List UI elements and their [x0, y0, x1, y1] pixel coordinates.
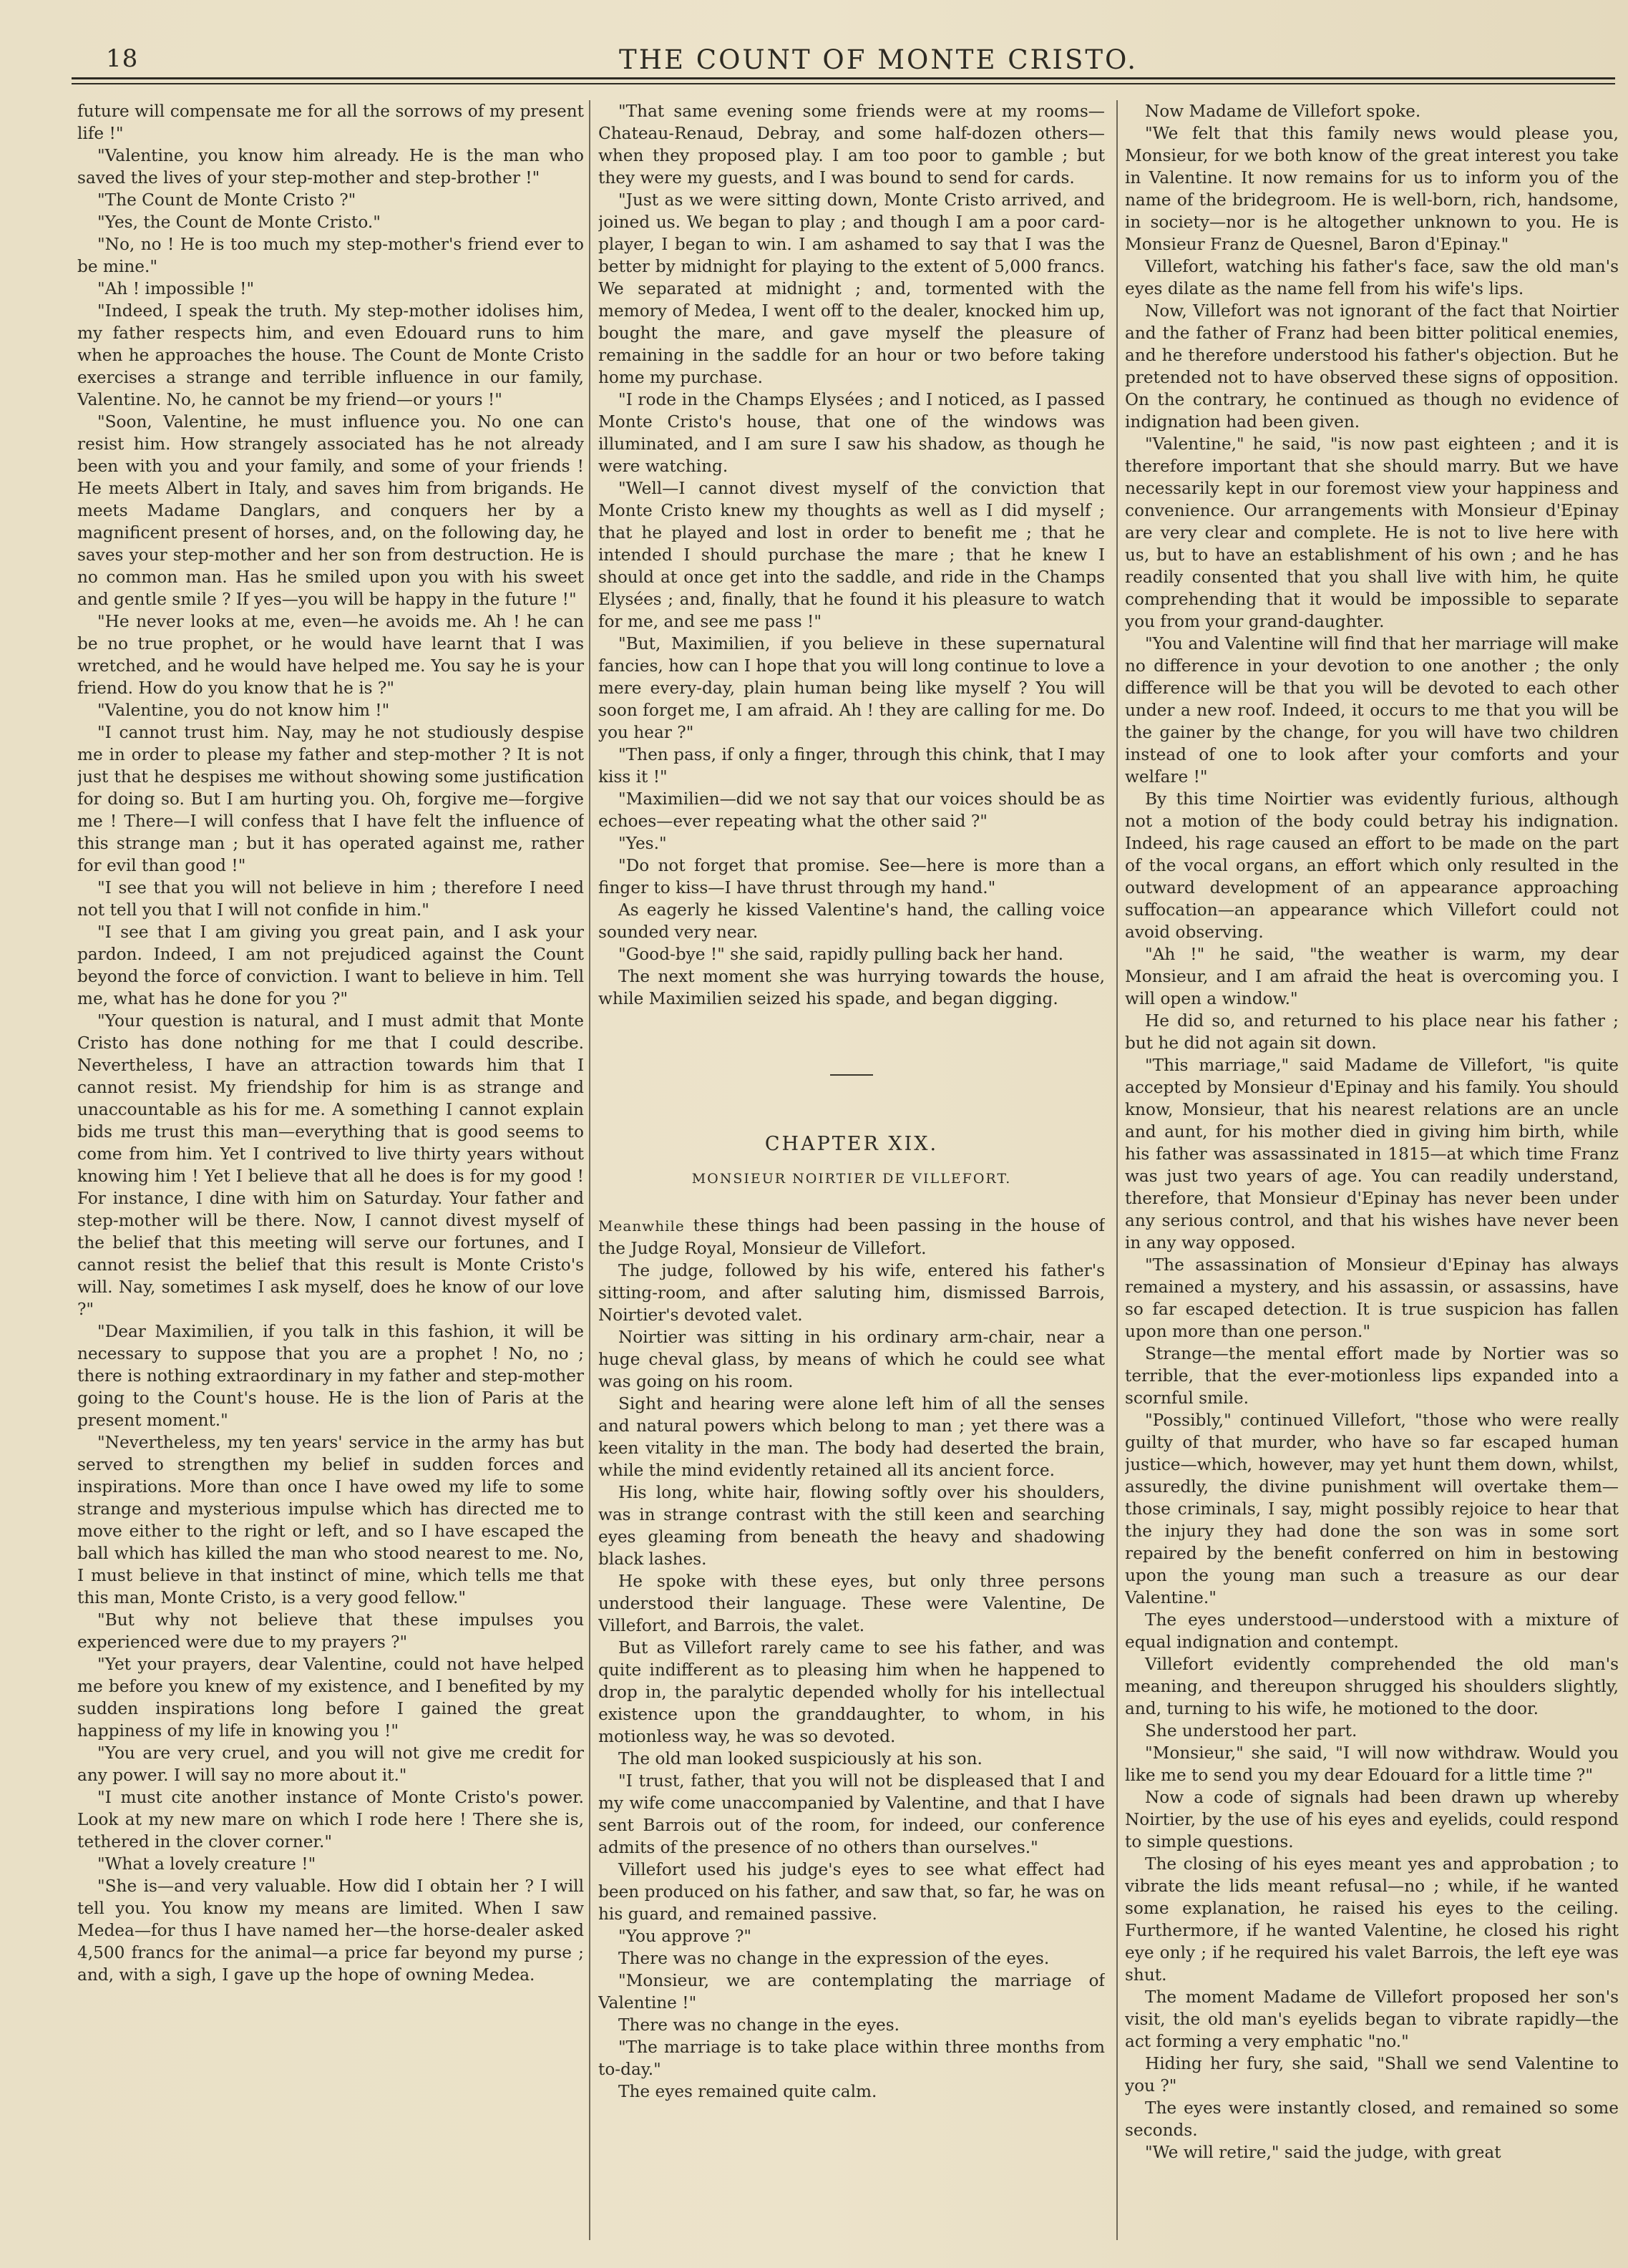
- paragraph: "The assassination of Monsieur d'Epinay has always remained a mystery, and his assassin, or assassins, have so far escaped detection. It is true suspicion has fallen upon more than one person.": [1125, 1255, 1619, 1341]
- paragraph: Hiding her fury, she said, "Shall we send Valentine to you ?": [1125, 2054, 1619, 2096]
- paragraph: But as Villefort rarely came to see his father, and was quite indifferent as to pleasing him when he happened to drop in, the paralytic depended wholly for his intellectual existence upon the granddaughter, to whom, in his motionless way, he was so devoted.: [598, 1638, 1105, 1746]
- paragraph: "This marriage," said Madame de Villefort, "is quite accepted by Monsieur d'Epinay and his family. You should know, Monsieur, that his nearest relations are an uncle and aunt, for his mother died in giving him birth, while his father was assassinated in 1815—at which time Franz was just two years of age. You can readily understand, therefore, that Monsieur d'Epinay has never been under any serious control, and that his wishes have never been in any way opposed.: [1125, 1056, 1619, 1252]
- paragraph: The moment Madame de Villefort proposed her son's visit, the old man's eyelids began to vibrate rapidly—the act forming a very emphatic "no.": [1125, 1987, 1619, 2051]
- paragraph: "What a lovely creature !": [97, 1854, 316, 1874]
- paragraph: He spoke with these eyes, but only three persons understood their language. These were Valentine, De Villefort, and Barrois, the valet.: [598, 1572, 1105, 1635]
- paragraph: "Ah ! impossible !": [97, 279, 255, 298]
- paragraph: "Maximilien—did we not say that our voices should be as echoes—ever repeating what the other said ?": [598, 789, 1105, 831]
- paragraph: "Then pass, if only a finger, through this chink, that I may kiss it !": [598, 745, 1105, 787]
- paragraph: "I see that you will not believe in him ; therefore I need not tell you that I will not confide in him.": [77, 878, 584, 920]
- paragraph: Sight and hearing were alone left him of all the senses and natural powers which belong to man ; yet there was a keen vitality in the man. The body had deserted the brain, while the mind evidently retained all its ancient force.: [598, 1394, 1105, 1480]
- paragraph: "Monsieur," she said, "I will now withdraw. Would you like me to send you my dear Edouard for a little time ?": [1125, 1743, 1619, 1785]
- page-header: [72, 37, 1599, 80]
- paragraph: "The Count de Monte Cristo ?": [97, 190, 356, 210]
- paragraph: Now Madame de Villefort spoke.: [1145, 102, 1421, 121]
- paragraph: The eyes understood—understood with a mixture of equal indignation and contempt.: [1125, 1610, 1619, 1652]
- column-2-before-chapter: [598, 100, 1105, 1010]
- paragraph: He did so, and returned to his place near his father ; but he did not again sit down.: [1125, 1011, 1619, 1053]
- paragraph: "Do not forget that promise. See—here is more than a finger to kiss—I have thrust through my hand.": [598, 856, 1105, 897]
- paragraph: "Possibly," continued Villefort, "those who were really guilty of that murder, who have so far escaped human justice—which, however, may yet hunt them down, whilst, assuredly, the divine punishment will overtake them—those criminals, I say, might possibly rejoice to hear that the injury they had done the son was in some sort repaired by the benefit conferred on him in bestowing upon the young man such a treasure as our dear Valentine.": [1125, 1411, 1619, 1607]
- chapter-opening-paragraph: Meanwhile these things had been passing in the house of the Judge Royal, Monsieur de Villefort.: [598, 1216, 1105, 1258]
- paragraph: "Valentine, you do not know him !": [97, 701, 390, 720]
- paragraph: There was no change in the eyes.: [618, 2015, 900, 2035]
- paragraph: Strange—the mental effort made by Nortier was so terrible, that the ever-motionless lips expanded into a scornful smile.: [1125, 1344, 1619, 1408]
- paragraph: His long, white hair, flowing softly over his shoulders, was in strange contrast with the still keen and searching eyes gleaming from beneath the heavy and shadowing black lashes.: [598, 1483, 1105, 1569]
- paragraph: "I trust, father, that you will not be displeased that I and my wife come unaccompanied by Valentine, and that I have sent Barrois out of the room, for indeed, our conference admits of the presence of no others than ourselves.": [598, 1771, 1105, 1857]
- paragraph: "Good-bye !" she said, rapidly pulling back her hand.: [618, 945, 1063, 964]
- paragraph: "I cannot trust him. Nay, may he not studiously despise me in order to please my father and step-mother ? It is not just that he despises me without showing some justification for doing so. But I am hurting you. Oh, forgive me—forgive me ! There—I will confess that I have felt the influence of this strange man ; but it has operated against me, rather for evil than good !": [77, 723, 584, 875]
- paragraph: The judge, followed by his wife, entered his father's sitting-room, and after saluting him, dismissed Barrois, Noirtier's devoted valet.: [598, 1261, 1105, 1325]
- paragraph: She understood her part.: [1145, 1721, 1358, 1741]
- paragraph: "You and Valentine will find that her marriage will make no difference in your devotion to one another ; the only difference will be that you will be devoted to each other under a new roof. Indeed, it occurs to me that you will be the gainer by the change, for you will have two children instead of one to look after your comforts and your welfare !": [1125, 634, 1619, 787]
- page-number: 18: [106, 44, 139, 73]
- chapter-title: CHAPTER XIX.: [764, 1133, 939, 1155]
- paragraph: "Soon, Valentine, he must influence you. No one can resist him. How strangely associated has he not already been with you and your family, and some of your friends ! He meets Albert in Italy, and saves him from brigands. He meets Madame Danglars, and conquers her by a magnificent present of horses, and, on the following day, he saves your step-mother and her son from destruction. He is no common man. Has he smiled upon you with his sweet and gentle smile ? If yes—you will be happy in the future !": [77, 412, 584, 609]
- paragraph: "Valentine, you know him already. He is the man who saved the lives of your step-mother and step-brother !": [77, 146, 584, 188]
- paragraph: Villefort used his judge's eyes to see what effect had been produced on his father, and saw that, so far, he was on his guard, and remained passive.: [598, 1860, 1105, 1924]
- paragraph: As eagerly he kissed Valentine's hand, the calling voice sounded very near.: [598, 900, 1105, 942]
- text-column-1: [77, 100, 584, 2240]
- paragraph: By this time Noirtier was evidently furious, although not a motion of the body could betray his indignation. Indeed, his rage caused an effort to be made on the part of the vocal organs, an effort which only resulted in the outward development of an appearance approaching suffocation—an appearance which Villefort could not avoid observing.: [1125, 789, 1619, 942]
- paragraph: "We will retire," said the judge, with great: [1145, 2143, 1501, 2162]
- paragraph: The next moment she was hurrying towards the house, while Maximilien seized his spade, and began digging.: [598, 967, 1105, 1008]
- paragraph: "You approve ?": [618, 1927, 752, 1946]
- column-divider: [1116, 100, 1118, 2240]
- column-2-after-chapter: [598, 1260, 1105, 2103]
- paragraph: "He never looks at me, even—he avoids me. Ah ! he can be no true prophet, or he would have learnt that I was wretched, and he would have helped me. You say he is your friend. How do you know that he is ?": [77, 612, 584, 698]
- paragraph: The old man looked suspiciously at his son.: [618, 1749, 983, 1768]
- paragraph: "But, Maximilien, if you believe in these supernatural fancies, how can I hope that you will long continue to love a mere every-day, plain human being like myself ? You will soon forget me, I am afraid. Ah ! they are calling for me. Do you hear ?": [598, 634, 1105, 742]
- paragraph: "Your question is natural, and I must admit that Monte Cristo has done nothing for me that I could describe. Nevertheless, I have an attraction towards him that I cannot resist. My friendship for him is as strange and unaccountable as his for me. A something I cannot explain bids me trust this man—everything that is good seems to come from him. Yet I contrived to live thirty years without knowing him ! Yet I believe that all he does is for my good ! For instance, I dine with him on Saturday. Your father and step-mother will be there. Now, I cannot divest myself of the belief that this meeting will serve our fortunes, and I cannot resist the belief that this result is Monte Cristo's will. Nay, sometimes I ask myself, does he know of our love ?": [77, 1011, 584, 1319]
- paragraph: There was no change in the expression of the eyes.: [618, 1949, 1050, 1968]
- paragraph: "Well—I cannot divest myself of the conviction that Monte Cristo knew my thoughts as well as I did myself ; that he played and lost in order to benefit me ; that he intended I should purchase the mare ; that he knew I should at once get into the saddle, and ride in the Champs Elysées ; and, finally, that he found it his pleasure to watch for me, and see me pass !": [598, 479, 1105, 631]
- paragraph: "Indeed, I speak the truth. My step-mother idolises him, my father respects him, and even Edouard runs to him when he approaches the house. The Count de Monte Cristo exercises a strange and terrible influence in our family, Valentine. No, he cannot be my friend—or yours !": [77, 301, 584, 409]
- paragraph: Now a code of signals had been drawn up whereby Noirtier, by the use of his eyes and eyelids, could respond to simple questions.: [1125, 1788, 1619, 1851]
- paragraph: The closing of his eyes meant yes and approbation ; to vibrate the lids meant refusal—no ; while, if he wanted some explanation, he raised his eyes to the ceiling. Furthermore, if he wanted Valentine, he closed his right eye only ; if he required his valet Barrois, the left eye was shut.: [1125, 1854, 1619, 1985]
- chapter-heading: [598, 1074, 1105, 1190]
- running-title: THE COUNT OF MONTE CRISTO.: [619, 44, 1138, 75]
- paragraph: "Yes.": [618, 834, 667, 853]
- column-divider: [589, 100, 590, 2240]
- drop-word: Meanwhile: [598, 1217, 685, 1235]
- paragraph: "You are very cruel, and you will not give me credit for any power. I will say no more about it.": [77, 1743, 584, 1785]
- paragraph: future will compensate me for all the sorrows of my present life !": [77, 102, 584, 143]
- paragraph: "Nevertheless, my ten years' service in the army has but served to strengthen my belief in sudden forces and inspirations. More than once I have owed my life to some strange and mysterious impulse which has directed me to move either to the right or left, and so I have escaped the ball which has killed the man who stood nearest to me. No, I must believe in that instinct of mine, which tells me that this man, Monte Cristo, is a very good fellow.": [77, 1433, 584, 1607]
- chapter-subtitle: MONSIEUR NOIRTIER DE VILLEFORT.: [691, 1171, 1012, 1187]
- paragraph: "Yes, the Count de Monte Cristo.": [97, 213, 381, 232]
- paragraph: "The marriage is to take place within three months from to-day.": [598, 2038, 1105, 2079]
- paragraph: The eyes remained quite calm.: [618, 2082, 877, 2101]
- paragraph: "Monsieur, we are contemplating the marriage of Valentine !": [598, 1971, 1105, 2013]
- header-rule-thin: [72, 83, 1615, 84]
- paragraph: "Yet your prayers, dear Valentine, could not have helped me before you knew of my existence, and I benefited by my sudden inspirations long before I gained the great happiness of my life in knowing you !": [77, 1655, 584, 1741]
- paragraph: "Valentine," he said, "is now past eighteen ; and it is therefore important that she should marry. But we have necessarily kept in our foremost view your happiness and convenience. Our arrangements with Monsieur d'Epinay are very clear and complete. He is not to live here with us, but to have an establishment of his own ; and he has readily consented that you shall live with him, he quite comprehending that it would be impossible to separate you from your grand-daughter.: [1125, 434, 1619, 631]
- section-rule: [830, 1074, 873, 1076]
- paragraph: "Ah !" he said, "the weather is warm, my dear Monsieur, and I am afraid the heat is overcoming you. I will open a window.": [1125, 945, 1619, 1008]
- paragraph: "Dear Maximilien, if you talk in this fashion, it will be necessary to suppose that you are a prophet ! No, no ; there is nothing extraordinary in my father and step-mother going to the Count's house. He is the lion of Paris at the present moment.": [77, 1322, 584, 1430]
- paragraph: Noirtier was sitting in his ordinary arm-chair, near a huge cheval glass, by means of which he could see what was going on his room.: [598, 1328, 1105, 1391]
- paragraph: Villefort evidently comprehended the old man's meaning, and thereupon shrugged his shoulders slightly, and, turning to his wife, he motioned to the door.: [1125, 1655, 1619, 1718]
- paragraph: "I see that I am giving you great pain, and I ask your pardon. Indeed, I am not prejudiced against the Count beyond the force of conviction. I want to believe in him. Tell me, what has he done for you ?": [77, 923, 584, 1008]
- paragraph: "She is—and very valuable. How did I obtain her ? I will tell you. You know my means are limited. When I saw Medea—for thus I have named her—the horse-dealer asked 4,500 francs for the animal—a price far beyond my purse ; and, with a sigh, I gave up the hope of owning Medea.: [77, 1877, 584, 1985]
- paragraph: "But why not believe that these impulses you experienced were due to my prayers ?": [77, 1610, 584, 1652]
- paragraph: Now, Villefort was not ignorant of the fact that Noirtier and the father of Franz had been bitter political enemies, and he therefore understood his father's objection. But he pretended not to have observed these signs of opposition. On the contrary, he continued as though no evidence of indignation had been given.: [1125, 301, 1619, 432]
- paragraph: Villefort, watching his father's face, saw the old man's eyes dilate as the name fell from his wife's lips.: [1125, 257, 1619, 298]
- text-column-2: [598, 100, 1105, 2240]
- paragraph: "No, no ! He is too much my step-mother's friend ever to be mine.": [77, 235, 584, 276]
- paragraph: "I must cite another instance of Monte Cristo's power. Look at my new mare on which I rode here ! There she is, tethered in the clover corner.": [77, 1788, 584, 1851]
- paragraph: "I rode in the Champs Elysées ; and I noticed, as I passed Monte Cristo's house, that one of the windows was illuminated, and I am sure I saw his shadow, as though he were watching.: [598, 390, 1105, 476]
- paragraph: "Just as we were sitting down, Monte Cristo arrived, and joined us. We began to play ; and though I am a poor card-player, I began to win. I am ashamed to say that I was the better by midnight for playing to the extent of 5,000 francs. We separated at midnight ; and, tormented with the memory of Medea, I went off to the dealer, knocked him up, bought the mare, and gave myself the pleasure of remaining in the saddle for an hour or two before taking home my purchase.: [598, 190, 1105, 387]
- text-column-3: [1125, 100, 1619, 2240]
- paragraph: The eyes were instantly closed, and remained so some seconds.: [1125, 2098, 1619, 2140]
- header-rule: [72, 77, 1615, 79]
- paragraph: "That same evening some friends were at my rooms—Chateau-Renaud, Debray, and some half-dozen others—when they proposed play. I am too poor to gamble ; but they were my guests, and I was bound to send for cards.: [598, 102, 1105, 188]
- paragraph: "We felt that this family news would please you, Monsieur, for we both know of the great interest you take in Valentine. It now remains for us to inform you of the name of the bridegroom. He is well-born, rich, handsome, in society—nor is he altogether unknown to you. He is Monsieur Franz de Quesnel, Baron d'Epinay.": [1125, 124, 1619, 254]
